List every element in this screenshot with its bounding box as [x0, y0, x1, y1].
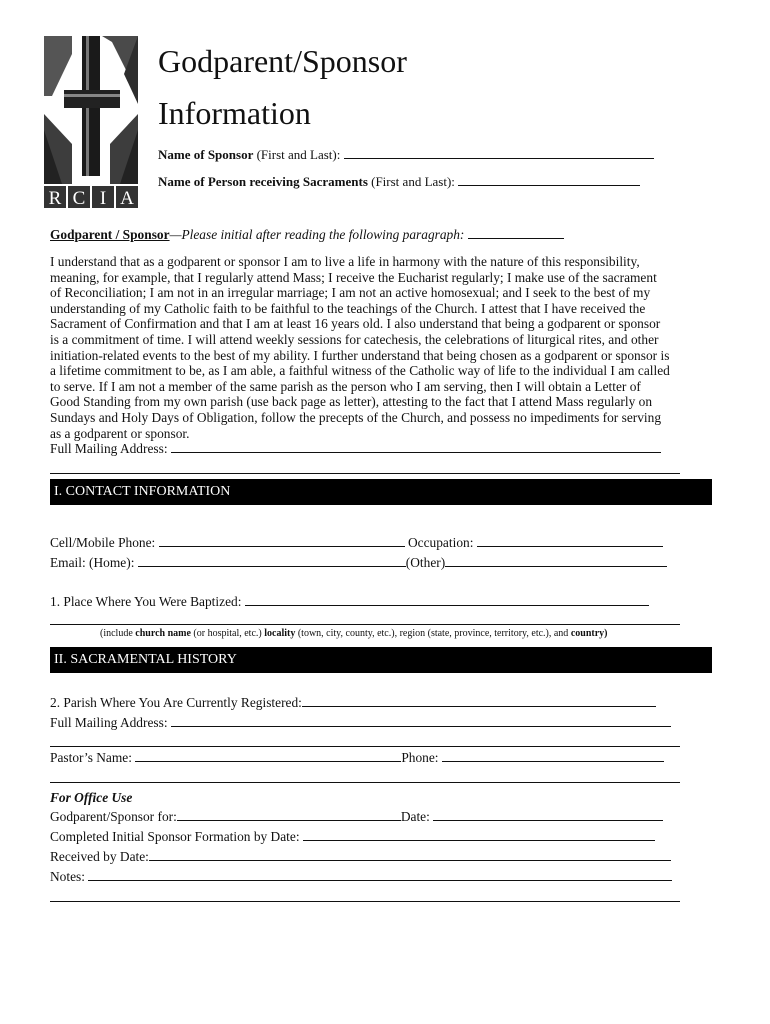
note-text: (include [100, 628, 133, 639]
recipient-name-row [158, 174, 640, 190]
office-godparent-row [50, 809, 663, 825]
statement-line: Good Standing from my own parish (use back page as letter), attesting to the fact that I attend Mass regularly on [50, 394, 653, 410]
page-title-line2: Information [158, 95, 311, 131]
statement-line: initiation-related events to the best of my ability. I further understand that being chosen as a godparent or sponsor is [50, 347, 670, 363]
statement-mailing-label: Full Mailing Address: [50, 441, 168, 457]
statement-instruction: —Please initial after reading the following paragraph: [169, 227, 465, 242]
statement-mailing-field-2[interactable] [50, 473, 680, 474]
occupation-field[interactable] [477, 535, 663, 547]
parish-field[interactable] [302, 695, 656, 707]
baptized-field[interactable] [245, 594, 649, 606]
formation-field[interactable] [303, 829, 655, 841]
statement-line: Sundays and Holy Days of Obligation, follow the precepts of the Church, and possess no impediments for serving [50, 409, 662, 425]
cell-phone-label: Cell/Mobile Phone: [50, 535, 156, 550]
initials-field[interactable] [468, 227, 564, 239]
formation-row [50, 829, 655, 845]
email-home-label: Email: (Home): [50, 555, 135, 570]
notes-field[interactable] [88, 869, 672, 881]
logo-letter-a: A [120, 188, 134, 209]
received-label: Received by Date: [50, 849, 149, 864]
pastor-extra-field[interactable] [50, 782, 680, 783]
baptized-field-2[interactable] [50, 624, 680, 625]
statement-line: I understand that as a godparent or sponsor I am to live a life in harmony with the nature of this responsibility, [50, 254, 640, 269]
email-other-label: (Other) [405, 555, 446, 570]
statement-line: meaning, for example, that I regularly attend Mass; I receive the Eucharist regularly; I make use of the sacrament [50, 269, 657, 285]
office-use-heading: For Office Use [50, 790, 133, 805]
godparent-for-field[interactable] [177, 809, 401, 821]
page-title-line1: Godparent/Sponsor [158, 43, 407, 79]
baptized-label: 1. Place Where You Were Baptized: [50, 594, 242, 609]
parish-mailing-row [50, 715, 671, 731]
statement-heading: Godparent / Sponsor [50, 227, 170, 242]
note-text: (or hospital, etc.) [193, 628, 262, 639]
received-row [50, 849, 671, 865]
email-other-field[interactable] [445, 555, 667, 567]
section-contact-header: I. CONTACT INFORMATION [50, 479, 712, 505]
sponsor-name-row [158, 147, 654, 163]
statement-paragraph [50, 254, 722, 457]
rcia-logo [42, 34, 140, 210]
parish-mailing-label: Full Mailing Address: [50, 715, 168, 730]
sponsor-name-label: Name of Sponsor [158, 147, 254, 162]
parish-row [50, 695, 656, 711]
sponsor-name-field[interactable] [344, 147, 654, 159]
statement-mailing-field[interactable] [171, 441, 661, 453]
cell-phone-field[interactable] [159, 535, 405, 547]
pastor-name-field[interactable] [135, 750, 401, 762]
statement-line: as a godparent or sponsor. [50, 425, 190, 441]
pastor-name-label: Pastor’s Name: [50, 750, 132, 765]
notes-field-2[interactable] [50, 901, 680, 902]
statement-line: is a commitment of time. I will attend weekly sessions for catechesis, the celebrations of liturgical rites, and other [50, 331, 659, 347]
statement-mailing-row [50, 441, 722, 457]
office-date-label: Date: [400, 809, 430, 824]
email-home-field[interactable] [138, 555, 406, 567]
pastor-phone-field[interactable] [442, 750, 664, 762]
recipient-name-hint: (First and Last): [371, 174, 455, 189]
statement-line: a lifetime commitment to be, as I am able, a faithful witness of the Catholic way of life to the individual I am called [50, 363, 670, 379]
note-bold: locality [264, 628, 296, 639]
email-row [50, 555, 667, 571]
parish-mailing-field-2[interactable] [50, 746, 680, 747]
pastor-row [50, 750, 664, 766]
occupation-label: Occupation: [407, 535, 474, 550]
logo-letter-c: C [72, 188, 86, 209]
godparent-for-label: Godparent/Sponsor for: [50, 809, 177, 824]
statement-line: to serve. If I am not a member of the same parish as the person who I am serving, then I will obtain a Letter of [50, 378, 641, 394]
logo-letter-r: R [48, 188, 62, 209]
section-sacramental-header: II. SACRAMENTAL HISTORY [50, 647, 712, 673]
received-field[interactable] [149, 849, 671, 861]
statement-heading-row [50, 227, 564, 243]
office-date-field[interactable] [433, 809, 663, 821]
statement-line: understanding of my Catholic faith to be faithful to the teachings of the Church. I attest that I have received the [50, 300, 646, 316]
formation-label: Completed Initial Sponsor Formation by Date: [50, 829, 300, 844]
baptized-row [50, 594, 649, 610]
parish-mailing-field[interactable] [171, 715, 671, 727]
baptized-note [100, 628, 607, 639]
notes-row [50, 869, 672, 885]
note-text: (town, city, county, etc.), region (state, province, territory, etc.), and [297, 628, 569, 639]
recipient-name-field[interactable] [458, 174, 640, 186]
pastor-phone-label: Phone: [401, 750, 439, 765]
note-bold: country) [570, 628, 608, 639]
cell-occupation-row [50, 535, 663, 551]
sponsor-name-hint: (First and Last): [256, 147, 341, 162]
notes-label: Notes: [50, 869, 85, 884]
statement-line: Sacrament of Confirmation and that I am at least 16 years old. I also understand that being a godparent or sponsor [50, 316, 661, 332]
parish-label: 2. Parish Where You Are Currently Registered: [50, 695, 302, 710]
logo-letter-i: I [99, 188, 107, 209]
statement-line: of Reconciliation; I am not in an irregular marriage; I am not an active homosexual; and I seek to the best of my [50, 285, 651, 301]
recipient-name-label: Name of Person receiving Sacraments [158, 174, 368, 189]
note-bold: church name [135, 628, 191, 639]
